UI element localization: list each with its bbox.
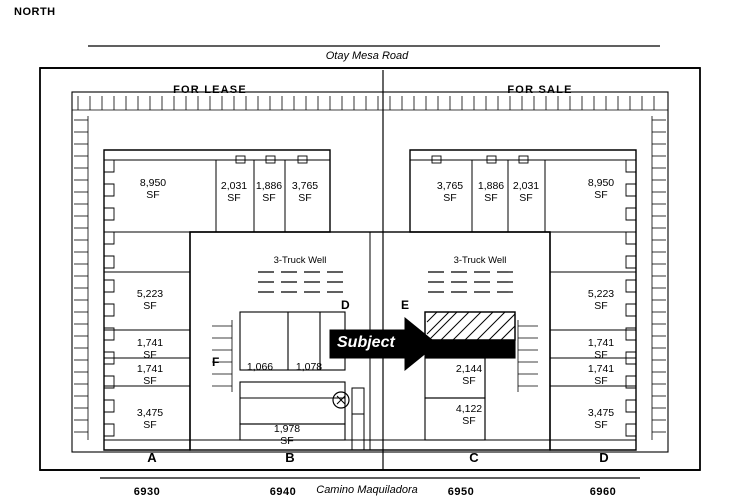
address-6960: 6960 [589, 486, 617, 498]
unit-area-unit: SF [227, 191, 241, 204]
unit-area-label [257, 424, 317, 448]
unit-area-label [571, 364, 631, 388]
unit-area-unit: SF [462, 414, 476, 427]
address-6950: 6950 [447, 486, 475, 498]
truck-well-label-left: 3-Truck Well [273, 255, 327, 266]
unit-area-value: 1,078 [295, 361, 323, 373]
unit-area-label [120, 338, 180, 362]
unit-area-value: 1,741 [587, 337, 615, 349]
unit-area-value: 1,741 [587, 363, 615, 375]
unit-area-unit: SF [280, 434, 294, 447]
unit-area-label [120, 364, 180, 388]
unit-area-unit: SF [484, 191, 498, 204]
unit-area-value: 5,223 [136, 288, 164, 300]
unit-area-label [439, 364, 499, 388]
availability-label-for-sale: FOR SALE [507, 84, 573, 96]
unit-area-unit: SF [143, 374, 157, 387]
building-label-d: D [599, 450, 609, 465]
unit-area-unit: SF [594, 418, 608, 431]
orientation-label: NORTH [14, 6, 56, 18]
unit-area-value: 8,950 [139, 177, 167, 189]
address-6940: 6940 [269, 486, 297, 498]
unit-area-value: 8,950 [587, 177, 615, 189]
unit-area-value: 1,741 [136, 337, 164, 349]
unit-area-label [123, 178, 183, 202]
unit-area-label [571, 338, 631, 362]
unit-area-unit: SF [143, 299, 157, 312]
unit-area-unit: SF [594, 348, 608, 361]
unit-area-label [571, 289, 631, 313]
unit-area-value: 4,122 [455, 403, 483, 415]
unit-area-unit: SF [298, 191, 312, 204]
unit-area-label [571, 178, 631, 202]
street-label-camino-maquiladora: Camino Maquiladora [316, 484, 418, 496]
unit-area-label [439, 404, 499, 428]
unit-area-label [279, 362, 339, 374]
unit-area-value: 3,475 [587, 407, 615, 419]
availability-label-for-lease: FOR LEASE [173, 84, 247, 96]
unit-area-label [275, 181, 335, 205]
unit-area-value: 3,765 [291, 180, 319, 192]
unit-area-value: 2,031 [512, 180, 540, 192]
door-marker-e: E [401, 298, 410, 312]
unit-area-value: 1,886 [255, 180, 283, 192]
unit-area-unit: SF [519, 191, 533, 204]
unit-area-unit: SF [143, 418, 157, 431]
unit-area-value: 1,978 [273, 423, 301, 435]
unit-area-value: 2,031 [220, 180, 248, 192]
unit-area-value: 1,886 [477, 180, 505, 192]
door-marker-f: F [212, 355, 220, 369]
unit-area-label [120, 289, 180, 313]
unit-area-unit: SF [594, 374, 608, 387]
building-label-c: C [469, 450, 479, 465]
address-6930: 6930 [133, 486, 161, 498]
unit-area-value: 1,066 [246, 361, 274, 373]
unit-area-value: 3,475 [136, 407, 164, 419]
unit-area-label [120, 408, 180, 432]
subject-callout: Subject [337, 334, 395, 351]
unit-area-unit: SF [262, 191, 276, 204]
unit-area-value: 2,144 [455, 363, 483, 375]
unit-area-unit: SF [146, 188, 160, 201]
unit-area-unit: SF [462, 374, 476, 387]
unit-area-value: 3,765 [436, 180, 464, 192]
unit-area-value: 1,741 [136, 363, 164, 375]
unit-area-label [496, 181, 556, 205]
building-label-a: A [147, 450, 157, 465]
unit-area-label [571, 408, 631, 432]
street-label-otay-mesa-road: Otay Mesa Road [325, 50, 409, 62]
door-marker-d: D [341, 298, 350, 312]
building-label-b: B [285, 450, 295, 465]
unit-area-unit: SF [143, 348, 157, 361]
unit-area-unit: SF [594, 299, 608, 312]
truck-well-label-right: 3-Truck Well [453, 255, 507, 266]
unit-area-unit: SF [594, 188, 608, 201]
unit-area-unit: SF [443, 191, 457, 204]
unit-area-value: 5,223 [587, 288, 615, 300]
